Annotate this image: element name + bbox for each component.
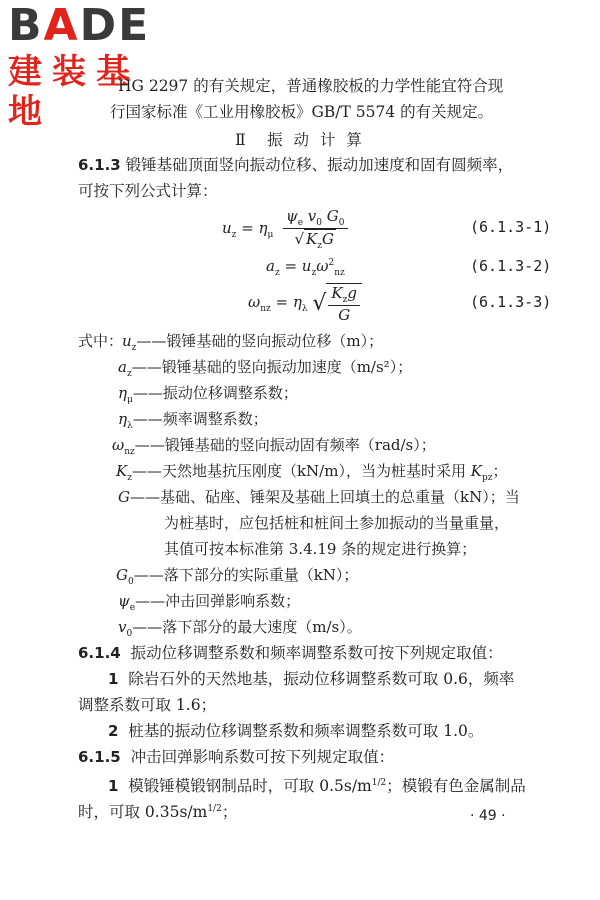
clause-6-1-4-item-2: 2 桩基的振动位移调整系数和频率调整系数可取 1.0。: [108, 722, 484, 740]
clause-6-1-4: 6.1.4 振动位移调整系数和频率调整系数可按下列规定取值：: [78, 644, 503, 662]
clause-6-1-5: 6.1.5 冲击回弹影响系数可按下列规定取值：: [78, 748, 395, 766]
page-number: · 49 ·: [470, 808, 506, 824]
definition-kz: $K_z——$天然地基抗压刚度（kN/m），当为桩基时采用 $K_{pz}$；: [116, 462, 508, 483]
clause-6-1-4-item-1: 1 除岩石外的天然地基，振动位移调整系数可取 0.6，频率: [108, 670, 515, 688]
formula-1-number: (6.1.3-1): [470, 218, 552, 236]
logo-subtitle: 建装基地: [8, 52, 140, 132]
definition-eta-mu: $\eta_\mu——$振动位移调整系数；: [118, 384, 298, 405]
clause-number: 6.1.3: [78, 156, 121, 174]
definition-g-cont-1: 为桩基时，应包括桩和桩间土参加振动的当量重量，: [164, 514, 510, 532]
definition-omega: $\omega_{nz}——$锻锤基础的竖向振动固有频率（rad/s）；: [112, 436, 436, 457]
formula-2: $a_z = u_z\omega^2_{nz}$: [266, 257, 345, 278]
definition-g: G——基础、砧座、锤架及基础上回填土的总重量（kN）；当: [118, 488, 520, 506]
clause-6-1-5-item-1-cont: 时，可取 $0.35s/m^{1/2}$；: [78, 803, 238, 822]
intro-line-2: 行国家标准《工业用橡胶板》GB/T 5574 的有关规定。: [110, 103, 494, 121]
definition-az: $a_z——$锻锤基础的竖向振动加速度（m/s²）；: [118, 358, 413, 379]
logo-wordmark: BADE: [8, 0, 151, 51]
definition-g0: $G_0——$落下部分的实际重量（kN）；: [116, 566, 359, 587]
definition-uz: $u_z——$锻锤基础的竖向振动位移（m）；: [122, 332, 384, 353]
definition-g-cont-2: 其值可按本标准第 3.4.19 条的规定进行换算；: [164, 540, 477, 558]
formula-2-number: (6.1.3-2): [470, 257, 552, 275]
where-label: 式中：: [78, 332, 124, 350]
intro-line-1: HG 2297 的有关规定，普通橡胶板的力学性能宜符合现: [118, 77, 504, 95]
formula-1: $u_z = \eta_\mu$ $\frac{\psi_e v_0 G_0}{√ K_zG}$: [222, 207, 348, 251]
clause-6-1-3-cont: 可按下列公式计算：: [78, 182, 218, 200]
clause-6-1-5-item-1: 1 模锻锤模锻钢制品时，可取 $0.5s/m^{1/2}$；模锻有色金属制品: [108, 777, 526, 796]
definition-v0: $v_0——$落下部分的最大速度（m/s）。: [118, 618, 362, 639]
definition-eta-lambda: $\eta_\lambda——$频率调整系数；: [118, 410, 268, 431]
clause-6-1-3: [78, 154, 513, 176]
clause-6-1-4-item-1-cont: 调整系数可取 1.6；: [78, 696, 217, 714]
formula-3: $\omega_{nz} = \eta_\lambda$ √ $\frac{K_zg}{G}$: [248, 283, 362, 324]
formula-3-number: (6.1.3-3): [470, 293, 552, 311]
section-title: Ⅱ 振 动 计 算: [235, 131, 365, 149]
definition-psi: $\psi_e——$冲击回弹影响系数；: [118, 592, 301, 613]
clause-text: 锻锤基础顶面竖向振动位移、振动加速度和固有圆频率，: [125, 156, 514, 174]
